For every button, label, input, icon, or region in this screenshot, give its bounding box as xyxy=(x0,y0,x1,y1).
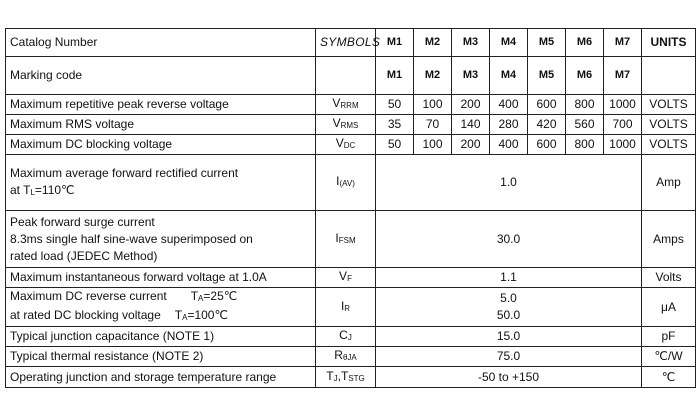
vrrm-value: 200 xyxy=(452,95,490,115)
vf-label: Maximum instantaneous forward voltage at 1.0A xyxy=(6,268,316,288)
ir-row xyxy=(6,288,696,327)
ifsm-label: Peak forward surge current 8.3ms single half sine-wave superimposed on rated load (JEDEC Method) xyxy=(6,211,316,268)
marking-code-label: Marking code xyxy=(6,57,316,95)
cj-unit: pF xyxy=(642,327,696,347)
iav-symbol: I(AV) xyxy=(316,155,376,211)
cj-value: 15.0 xyxy=(376,327,642,347)
vf-row xyxy=(6,268,696,288)
ir-value-100c: 50.0 xyxy=(496,308,521,322)
symbols-header: SYMBOLS xyxy=(316,29,376,57)
vrrm-value: 100 xyxy=(414,95,452,115)
vdc-label: Maximum DC blocking voltage xyxy=(6,135,316,155)
iav-unit: Amp xyxy=(642,155,696,211)
ir-label: Maximum DC reverse current TA=25℃ at rated DC blocking voltage TA=100℃ xyxy=(6,288,316,327)
vrms-label: Maximum RMS voltage xyxy=(6,115,316,135)
vrrm-row xyxy=(6,95,696,115)
marking-code: M7 xyxy=(604,57,642,95)
vdc-value: 50 xyxy=(376,135,414,155)
ir-values xyxy=(376,288,642,327)
temp-label: Operating junction and storage temperature range xyxy=(6,367,316,388)
ifsm-row xyxy=(6,211,696,268)
vdc-value: 800 xyxy=(566,135,604,155)
model-header: M3 xyxy=(452,29,490,57)
marking-code-row xyxy=(6,57,696,95)
iav-row xyxy=(6,155,696,211)
vrms-value: 700 xyxy=(604,115,642,135)
catalog-number-label: Catalog Number xyxy=(6,29,316,57)
vrms-value: 70 xyxy=(414,115,452,135)
vdc-value: 600 xyxy=(528,135,566,155)
temp-value: -50 to +150 xyxy=(376,367,642,388)
vrms-symbol: VRMS xyxy=(316,115,376,135)
temp-unit: ℃ xyxy=(642,367,696,388)
vdc-symbol: VDC xyxy=(316,135,376,155)
vdc-unit: VOLTS xyxy=(642,135,696,155)
rtheta-symbol: RθJA xyxy=(316,347,376,367)
vrms-value: 560 xyxy=(566,115,604,135)
model-header: M7 xyxy=(604,29,642,57)
marking-code: M4 xyxy=(490,57,528,95)
vdc-value: 400 xyxy=(490,135,528,155)
vrrm-unit: VOLTS xyxy=(642,95,696,115)
vrrm-value: 1000 xyxy=(604,95,642,115)
ifsm-value: 30.0 xyxy=(376,211,642,268)
vrrm-value: 400 xyxy=(490,95,528,115)
ratings-table xyxy=(5,28,696,388)
units-header: UNITS xyxy=(642,29,696,57)
model-header: M5 xyxy=(528,29,566,57)
vdc-value: 100 xyxy=(414,135,452,155)
marking-code: M2 xyxy=(414,57,452,95)
vrrm-label: Maximum repetitive peak reverse voltage xyxy=(6,95,316,115)
vdc-value: 200 xyxy=(452,135,490,155)
vrms-unit: VOLTS xyxy=(642,115,696,135)
vrms-row xyxy=(6,115,696,135)
vrrm-value: 50 xyxy=(376,95,414,115)
cj-row xyxy=(6,327,696,347)
vrms-value: 420 xyxy=(528,115,566,135)
ir-unit: μA xyxy=(642,288,696,327)
marking-unit-cell xyxy=(642,57,696,95)
marking-code: M5 xyxy=(528,57,566,95)
vf-unit: Volts xyxy=(642,268,696,288)
vf-symbol: VF xyxy=(316,268,376,288)
model-header: M2 xyxy=(414,29,452,57)
ifsm-symbol: IFSM xyxy=(316,211,376,268)
iav-value: 1.0 xyxy=(376,155,642,211)
cj-label: Typical junction capacitance (NOTE 1) xyxy=(6,327,316,347)
vrms-value: 280 xyxy=(490,115,528,135)
marking-code: M1 xyxy=(376,57,414,95)
vdc-row xyxy=(6,135,696,155)
rtheta-unit: ℃/W xyxy=(642,347,696,367)
marking-symbol-cell xyxy=(316,57,376,95)
vrrm-value: 800 xyxy=(566,95,604,115)
marking-code: M3 xyxy=(452,57,490,95)
rtheta-label: Typical thermal resistance (NOTE 2) xyxy=(6,347,316,367)
ir-symbol: IR xyxy=(316,288,376,327)
ifsm-unit: Amps xyxy=(642,211,696,268)
vrms-value: 35 xyxy=(376,115,414,135)
model-header: M4 xyxy=(490,29,528,57)
vdc-value: 1000 xyxy=(604,135,642,155)
marking-code: M6 xyxy=(566,57,604,95)
cj-symbol: CJ xyxy=(316,327,376,347)
vf-value: 1.1 xyxy=(376,268,642,288)
vrrm-value: 600 xyxy=(528,95,566,115)
rtheta-row xyxy=(6,347,696,367)
header-row xyxy=(6,29,696,57)
iav-label: Maximum average forward rectified current at TL=110℃ xyxy=(6,155,316,211)
ir-value-25c: 5.0 xyxy=(500,291,517,305)
vrms-value: 140 xyxy=(452,115,490,135)
temp-row xyxy=(6,367,696,388)
model-header: M1 xyxy=(376,29,414,57)
rtheta-value: 75.0 xyxy=(376,347,642,367)
model-header: M6 xyxy=(566,29,604,57)
vrrm-symbol: VRRM xyxy=(316,95,376,115)
temp-symbol: TJ,TSTG xyxy=(316,367,376,388)
